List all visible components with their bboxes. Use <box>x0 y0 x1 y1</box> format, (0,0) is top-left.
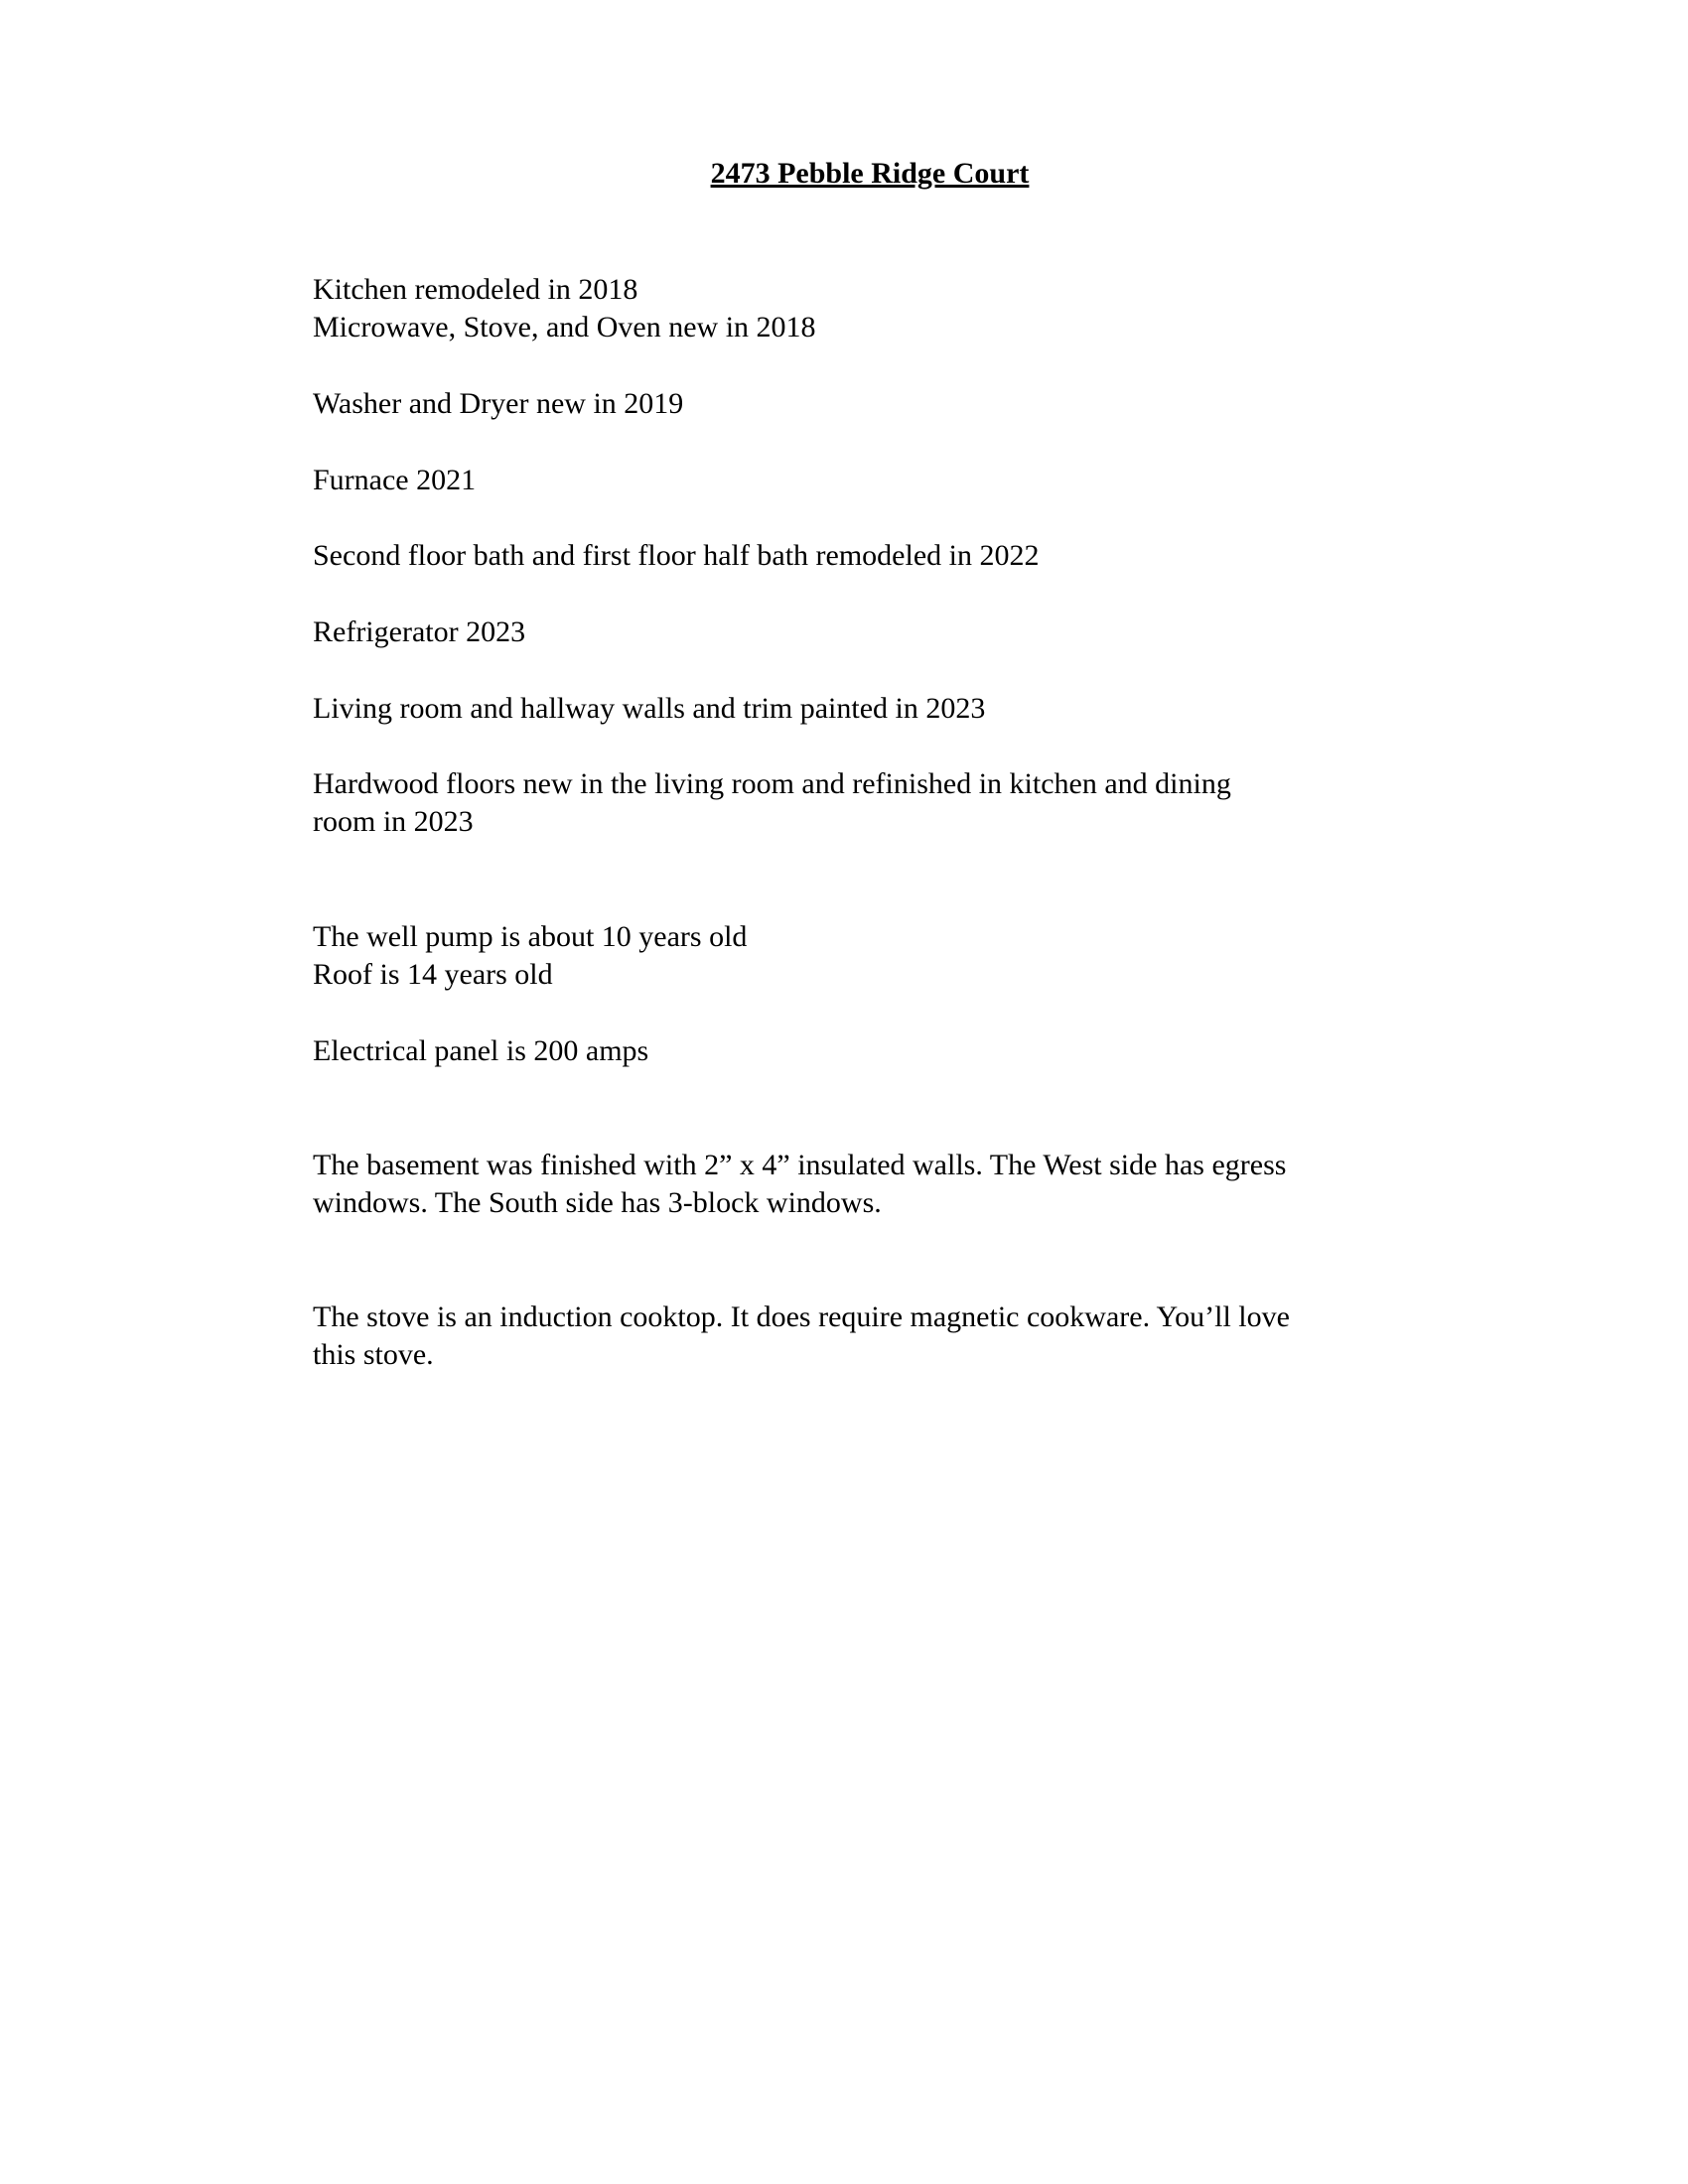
text-line: The well pump is about 10 years old <box>313 920 748 953</box>
text-line: windows. The South side has 3-block windows. <box>313 1186 882 1219</box>
text-line: Living room and hallway walls and trim painted in 2023 <box>313 692 986 725</box>
refrigerator-section <box>313 614 1425 651</box>
text-line: Kitchen remodeled in 2018 <box>313 273 638 306</box>
text-line: room in 2023 <box>313 805 474 838</box>
text-line: The stove is an induction cooktop. It does require magnetic cookware. You’ll love <box>313 1300 1290 1333</box>
electrical-section <box>313 1032 1425 1070</box>
text-line: Refrigerator 2023 <box>313 615 526 648</box>
text-line: Furnace 2021 <box>313 464 477 496</box>
basement-section <box>313 1147 1425 1222</box>
painting-section <box>313 690 1425 728</box>
text-line: Second floor bath and first floor half bath remodeled in 2022 <box>313 539 1040 572</box>
kitchen-section <box>313 271 1425 346</box>
stove-section <box>313 1298 1425 1374</box>
text-line: Microwave, Stove, and Oven new in 2018 <box>313 311 816 343</box>
text-line: Washer and Dryer new in 2019 <box>313 387 684 420</box>
text-line: Roof is 14 years old <box>313 958 553 991</box>
floors-section <box>313 765 1425 841</box>
text-line: this stove. <box>313 1338 434 1371</box>
text-line: Electrical panel is 200 amps <box>313 1034 649 1067</box>
furnace-section <box>313 462 1425 499</box>
text-line: Hardwood floors new in the living room and refinished in kitchen and dining <box>313 767 1231 800</box>
text-line: The basement was finished with 2” x 4” insulated walls. The West side has egress <box>313 1149 1287 1181</box>
laundry-section <box>313 385 1425 423</box>
systems-section <box>313 918 1425 994</box>
document-title: 2473 Pebble Ridge Court <box>710 157 1030 190</box>
bath-section <box>313 537 1425 575</box>
